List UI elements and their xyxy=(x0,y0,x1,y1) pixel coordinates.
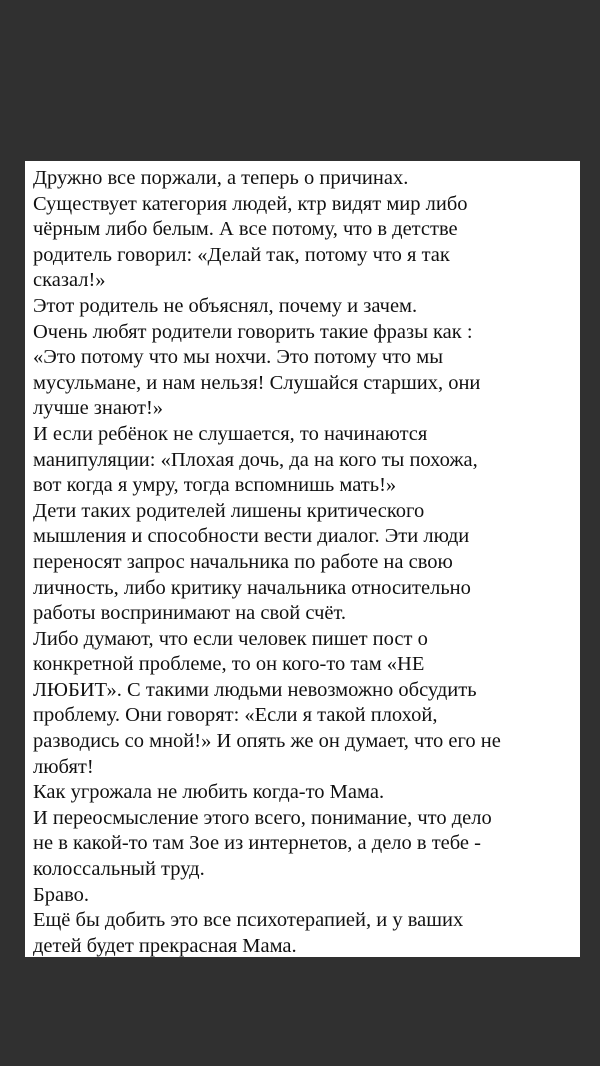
story-text-line: манипуляции: «Плохая дочь, да на кого ты похожа, xyxy=(33,448,478,471)
story-text-line: любят! xyxy=(33,755,94,778)
story-text-line: мусульмане, и нам нельзя! Слушайся старших, они xyxy=(33,371,481,394)
story-text-line: чёрным либо белым. А все потому, что в детстве xyxy=(33,218,458,241)
story-text-line: лучше знают!» xyxy=(33,397,164,420)
story-text-line: детей будет прекрасная Мама. xyxy=(33,934,297,957)
story-text-line: Этот родитель не объяснял, почему и зачем. xyxy=(33,294,418,317)
story-text-line: конкретной проблеме, то он кого-то там «НЕ xyxy=(33,653,425,676)
story-text-line: Очень любят родители говорить такие фразы как : xyxy=(33,320,473,343)
story-text-line: И если ребёнок не слушается, то начинаются xyxy=(33,422,428,445)
story-text-line: Существует категория людей, ктр видят мир либо xyxy=(33,192,468,215)
story-text-line: переносят запрос начальника по работе на свою xyxy=(33,550,453,573)
story-text-line: работы воспринимают на свой счёт. xyxy=(33,602,347,625)
story-text-card xyxy=(25,161,580,957)
story-text-line: не в какой-то там Зое из интернетов, а дело в тебе - xyxy=(33,832,481,855)
story-text-line: Ещё бы добить это все психотерапией, и у ваших xyxy=(33,909,464,932)
story-text-line: родитель говорил: «Делай так, потому что я так xyxy=(33,243,450,266)
story-text-line: мышления и способности вести диалог. Эти люди xyxy=(33,525,470,548)
story-text-line: Браво. xyxy=(33,883,90,906)
story-text-line: вот когда я умру, тогда вспомнишь мать!» xyxy=(33,474,397,497)
story-text-line: Дети таких родителей лишены критического xyxy=(33,499,425,522)
story-text-line: разводись со мной!» И опять же он думает, что его не xyxy=(33,730,501,753)
story-text-line: личность, либо критику начальника относительно xyxy=(33,576,471,599)
story-text-line: Либо думают, что если человек пишет пост о xyxy=(33,627,428,650)
story-text-line: Как угрожала не любить когда-то Мама. xyxy=(33,781,385,804)
story-text-line: колоссальный труд. xyxy=(33,858,205,881)
story-text-line: сказал!» xyxy=(33,269,106,292)
story-text-line: проблему. Они говорят: «Если я такой плохой, xyxy=(33,704,438,727)
story-text-line: И переосмысление этого всего, понимание, что дело xyxy=(33,806,492,829)
story-text-line: «Это потому что мы нохчи. Это потому что мы xyxy=(33,346,443,369)
story-text-line: ЛЮБИТ». С такими людьми невозможно обсудить xyxy=(33,678,477,701)
story-text-line: Дружно все поржали, а теперь о причинах. xyxy=(33,167,409,189)
